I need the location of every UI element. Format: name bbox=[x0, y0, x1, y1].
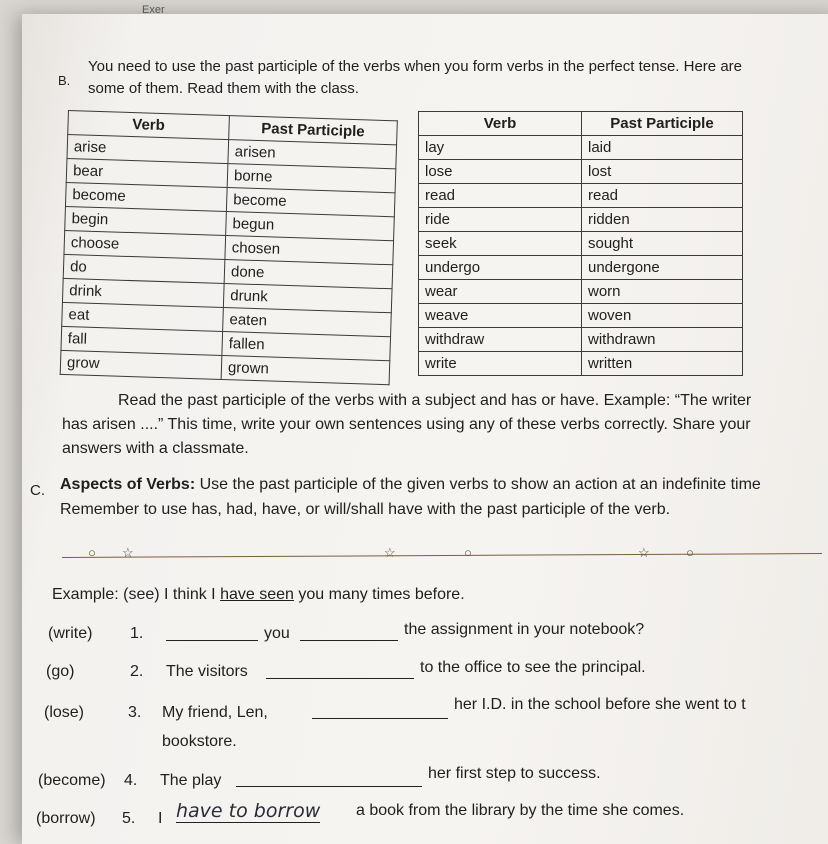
star-ornament-icon: ☆ bbox=[384, 545, 396, 560]
item-cue: (borrow) bbox=[36, 810, 96, 827]
table-row bbox=[419, 208, 743, 232]
past-participle-cell: fallen bbox=[222, 331, 391, 360]
star-ornament-icon: ☆ bbox=[638, 545, 650, 560]
column-header-past-participle: Past Participle bbox=[229, 116, 398, 145]
section-b-intro-line1: You need to use the past participle of the verbs when you form verbs in the perfect tense. Here are bbox=[88, 58, 742, 75]
past-participle-cell: chosen bbox=[225, 236, 394, 265]
past-participle-cell: done bbox=[224, 260, 393, 289]
circle-ornament-icon: ○ bbox=[88, 545, 96, 560]
item-cue: (lose) bbox=[44, 704, 85, 721]
example-answer: have seen bbox=[220, 586, 294, 603]
past-participle-cell: drunk bbox=[223, 283, 392, 312]
verb-table-left bbox=[60, 110, 398, 385]
section-c-line1-text: Use the past participle of the given verbs to show an action at an indefinite time bbox=[195, 476, 761, 493]
item-text: The visitors bbox=[166, 663, 248, 680]
table-row bbox=[419, 256, 743, 280]
item-number: 2. bbox=[130, 663, 144, 680]
verb-cell: arise bbox=[67, 135, 229, 164]
past-participle-cell: withdrawn bbox=[582, 328, 743, 352]
verb-cell: undergo bbox=[419, 256, 582, 280]
verb-cell: grow bbox=[60, 350, 222, 379]
header-fragment: Exer bbox=[142, 4, 165, 16]
star-ornament-icon: ☆ bbox=[122, 545, 134, 560]
section-c-line1 bbox=[60, 476, 761, 494]
verb-cell: choose bbox=[64, 230, 226, 259]
item-cue: (go) bbox=[46, 663, 75, 680]
example-suffix: you many times before. bbox=[293, 586, 465, 603]
item-text: My friend, Len, bbox=[162, 704, 268, 721]
item-text: you bbox=[264, 625, 290, 642]
verb-cell: withdraw bbox=[419, 328, 582, 352]
verb-cell: weave bbox=[419, 304, 582, 328]
example-sentence bbox=[52, 586, 465, 604]
item-number: 4. bbox=[124, 772, 138, 789]
table-row bbox=[419, 160, 743, 184]
verb-table-left-body bbox=[60, 135, 396, 385]
answer-blank[interactable] bbox=[300, 626, 398, 641]
item-text: the assignment in your notebook? bbox=[404, 621, 645, 638]
verb-table-right bbox=[418, 111, 743, 376]
verb-cell: write bbox=[419, 352, 582, 376]
section-b-intro-line2: some of them. Read them with the class. bbox=[88, 80, 359, 97]
item-cue: (write) bbox=[48, 625, 93, 642]
past-participle-cell: written bbox=[582, 352, 743, 376]
verb-cell: read bbox=[419, 184, 582, 208]
column-header-past-participle: Past Participle bbox=[582, 112, 743, 136]
column-header-verb: Verb bbox=[419, 112, 582, 136]
verb-cell: lay bbox=[419, 136, 582, 160]
item-text: her I.D. in the school before she went to t bbox=[454, 696, 746, 713]
past-participle-cell: undergone bbox=[582, 256, 743, 280]
directions-line3: answers with a classmate. bbox=[62, 440, 249, 457]
column-header-verb: Verb bbox=[68, 111, 230, 140]
table-row bbox=[419, 232, 743, 256]
verb-cell: ride bbox=[419, 208, 582, 232]
example-prefix: Example: (see) I think I bbox=[52, 586, 221, 603]
answer-blank[interactable] bbox=[266, 664, 414, 679]
section-c-line2: Remember to use has, had, have, or will/shall have with the past participle of the verb. bbox=[60, 501, 671, 518]
item-text: The play bbox=[160, 772, 222, 789]
verb-cell: lose bbox=[419, 160, 582, 184]
past-participle-cell: woven bbox=[582, 304, 743, 328]
verb-cell: wear bbox=[419, 280, 582, 304]
table-row bbox=[419, 280, 743, 304]
past-participle-cell: lost bbox=[582, 160, 743, 184]
verb-cell: seek bbox=[419, 232, 582, 256]
past-participle-cell: sought bbox=[582, 232, 743, 256]
item-number: 1. bbox=[130, 625, 144, 642]
item-text: her first step to success. bbox=[428, 765, 601, 782]
directions-line1: Read the past participle of the verbs with a subject and has or have. Example: “The writer bbox=[118, 392, 752, 409]
past-participle-cell: laid bbox=[582, 136, 743, 160]
item-text: to the office to see the principal. bbox=[420, 659, 646, 676]
section-c-label: C. bbox=[30, 482, 45, 499]
section-c-title: Aspects of Verbs: bbox=[60, 476, 196, 493]
verb-table-right-body bbox=[419, 136, 743, 376]
table-row bbox=[419, 328, 743, 352]
item-text-continued: bookstore. bbox=[162, 733, 237, 750]
verb-cell: fall bbox=[61, 326, 223, 355]
verb-cell: bear bbox=[66, 158, 228, 187]
past-participle-cell: ridden bbox=[582, 208, 743, 232]
circle-ornament-icon: ○ bbox=[464, 545, 472, 560]
table-row bbox=[419, 352, 743, 376]
item-cue: (become) bbox=[38, 772, 106, 789]
past-participle-cell: arisen bbox=[228, 140, 397, 169]
handwritten-answer[interactable]: have to borrow bbox=[176, 800, 321, 822]
item-text: I bbox=[158, 810, 163, 827]
past-participle-cell: eaten bbox=[223, 307, 392, 336]
past-participle-cell: begun bbox=[226, 212, 395, 241]
item-number: 5. bbox=[122, 810, 136, 827]
table-row bbox=[419, 136, 743, 160]
past-participle-cell: borne bbox=[227, 164, 396, 193]
verb-cell: do bbox=[63, 254, 225, 283]
past-participle-cell: grown bbox=[221, 355, 390, 384]
item-text: a book from the library by the time she comes. bbox=[356, 802, 685, 819]
section-b-label: B. bbox=[58, 73, 71, 88]
circle-ornament-icon: ○ bbox=[686, 545, 694, 560]
verb-cell: begin bbox=[65, 206, 227, 235]
table-row bbox=[419, 184, 743, 208]
verb-cell: drink bbox=[62, 278, 224, 307]
verb-cell: become bbox=[65, 182, 227, 211]
answer-blank[interactable] bbox=[312, 704, 448, 719]
answer-blank[interactable] bbox=[166, 626, 258, 641]
table-row bbox=[419, 304, 743, 328]
answer-blank[interactable] bbox=[236, 772, 422, 787]
directions-line2: has arisen ....” This time, write your own sentences using any of these verbs correctly. Share your bbox=[62, 416, 751, 433]
past-participle-cell: become bbox=[226, 188, 395, 217]
past-participle-cell: worn bbox=[582, 280, 743, 304]
verb-cell: eat bbox=[62, 302, 224, 331]
item-number: 3. bbox=[128, 704, 142, 721]
past-participle-cell: read bbox=[582, 184, 743, 208]
